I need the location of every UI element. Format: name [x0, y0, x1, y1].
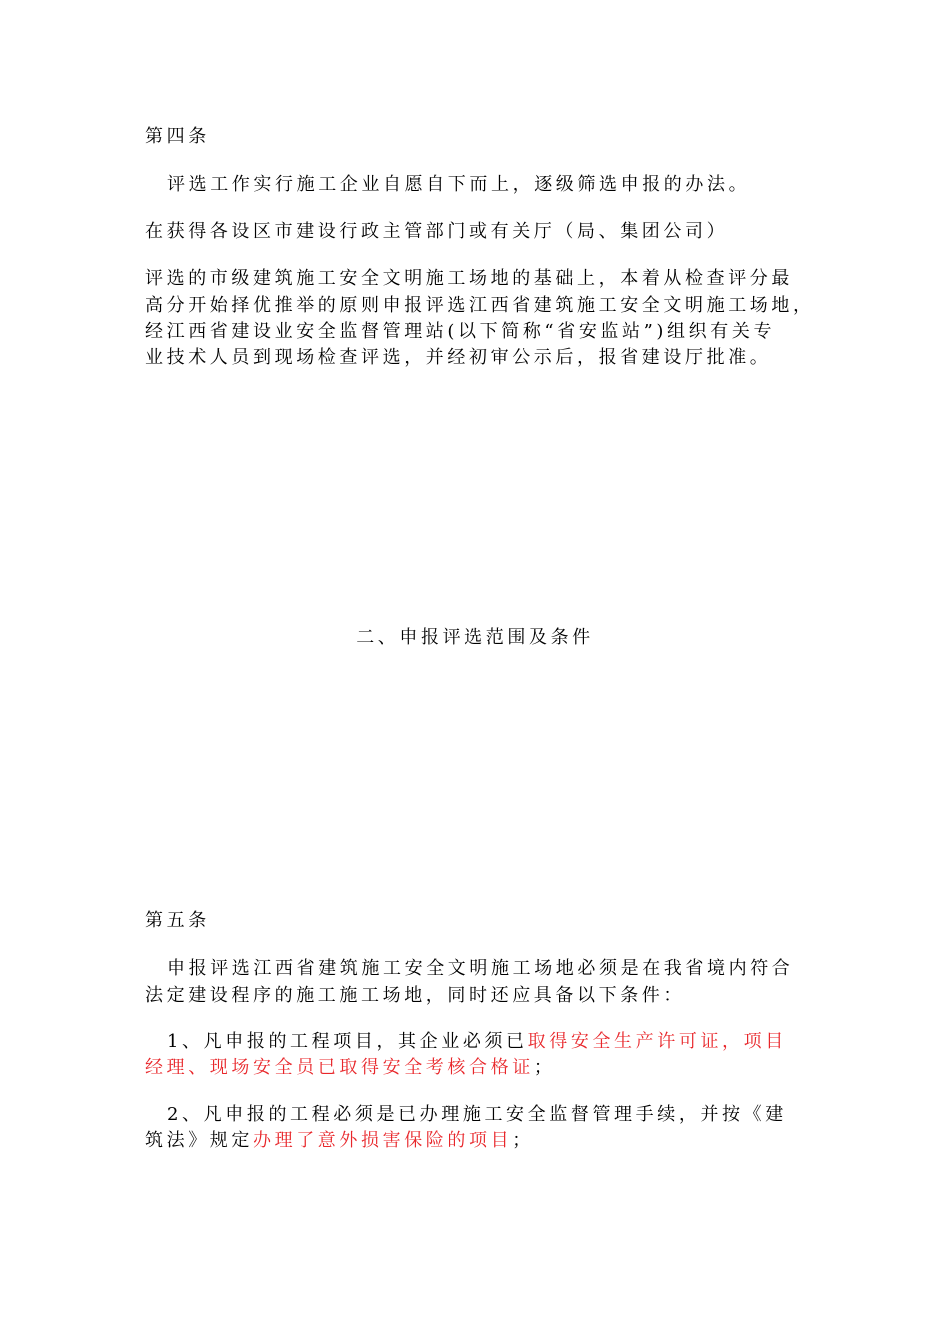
article-5-item-1-line-1: [167, 1029, 787, 1055]
article-4-paragraph-1: 评选工作实行施工企业自愿自下而上，逐级筛选申报的办法。: [167, 174, 751, 195]
article-5-heading: 第五条: [145, 910, 210, 931]
article-4-paragraph-3-line-1: 评选的市级建筑施工安全文明施工场地的基础上，本着从检查评分最: [145, 268, 793, 289]
item-2-end-punctuation: ；: [512, 1130, 534, 1151]
article-4-paragraph-3-line-3: 经江西省建设业安全监督管理站(以下简称“省安监站”)组织有关专: [145, 321, 776, 342]
item-2-highlight: 办理了意外损害保险的项目: [253, 1130, 513, 1151]
article-5-item-2-line-2: [145, 1128, 534, 1154]
article-5-paragraph-1-line-1: 申报评选江西省建筑施工安全文明施工场地必须是在我省境内符合: [167, 958, 794, 979]
item-2-text: 筑法》规定: [145, 1130, 253, 1151]
item-1-text: 1、凡申报的工程项目，其企业必须已: [167, 1031, 528, 1052]
article-4-paragraph-2: 在获得各设区市建设行政主管部门或有关厅（局、集团公司）: [145, 221, 729, 242]
article-5-item-1-line-2: [145, 1055, 555, 1081]
article-4-paragraph-3-line-2: 高分开始择优推举的原则申报评选江西省建筑施工安全文明施工场地，: [145, 295, 815, 316]
article-4-paragraph-3-line-4: 业技术人员到现场检查评选，并经初审公示后，报省建设厅批准。: [145, 347, 772, 368]
article-5-item-2-line-1: 2、凡申报的工程必须是已办理施工安全监督管理手续，并按《建: [167, 1104, 787, 1125]
item-1-end-punctuation: ；: [533, 1057, 556, 1078]
item-1-highlight: 取得安全生产许可证，项目: [527, 1031, 787, 1052]
item-1-highlight-continued: 经理、现场安全员已取得安全考核合格证: [145, 1057, 534, 1078]
section-2-title: 二、申报评选范围及条件: [356, 627, 594, 648]
article-5-paragraph-1-line-2: 法定建设程序的施工施工场地，同时还应具备以下条件：: [145, 985, 685, 1006]
article-4-heading: 第四条: [145, 126, 210, 147]
